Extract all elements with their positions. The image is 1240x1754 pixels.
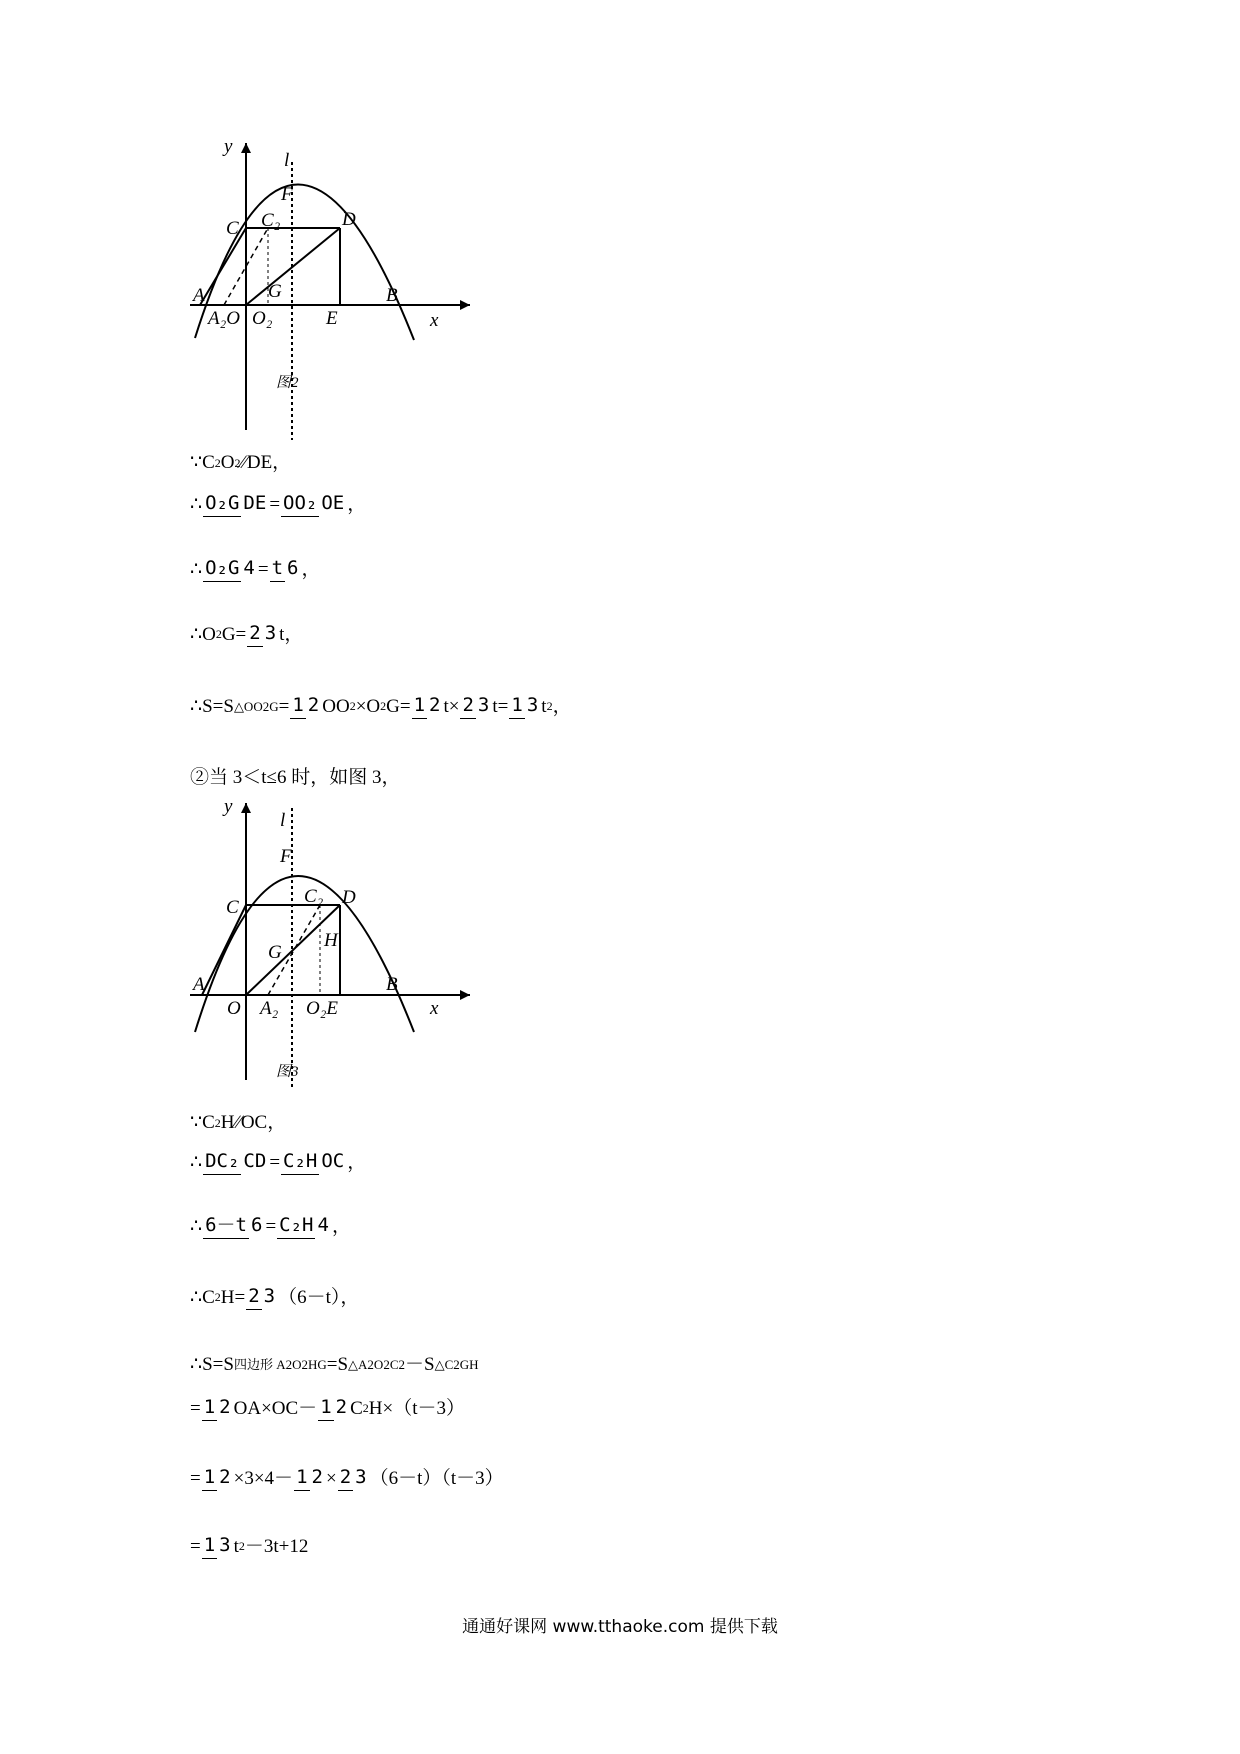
fig2-label-A2O: A₂O [208,308,240,329]
line-12: = 1 2 OA×OC－ 1 2 C 2 H×（t－3） [190,1396,465,1419]
fig2-label-G: G [268,281,282,302]
figure-3 [190,800,490,1095]
line-11: ∴S=S 四边形 A2O2HG =S △A2O2C2 －S △C2GH [190,1354,479,1375]
fig3-caption: 图3 [276,1064,299,1080]
fig3-label-O2E: O₂E [306,998,338,1019]
fig3-label-G: G [268,942,282,963]
fraction: t 6 [270,557,301,582]
fraction: 1 3 [202,1534,233,1559]
fraction: 2 3 [460,694,491,719]
fraction: 1 2 [202,1466,233,1491]
fig3-label-C2: C₂ [304,886,324,907]
fraction: 1 2 [318,1396,349,1421]
fig2-label-D: D [342,209,356,230]
fig2-label-C: C [226,218,239,239]
fig3-label-l: l [280,810,286,831]
fraction: O₂G DE [203,492,268,517]
fig3-label-A2: A₂ [260,998,279,1019]
fig3-label-H: H [324,930,338,951]
fig3-label-O: O [227,998,241,1019]
fraction: 1 2 [202,1396,233,1421]
fig2-label-E: E [326,308,338,329]
fraction: 1 2 [294,1466,325,1491]
fig2-label-l: l [284,150,290,171]
figure-3-graph [190,800,490,1095]
figure-2-graph [190,140,490,440]
line-3: ∴ O₂G 4 = t 6 ， [190,557,321,580]
fraction: 2 3 [247,622,278,647]
fraction: O₂G 4 [203,557,257,582]
line-7: ∵C 2 H∕∕OC， [190,1112,287,1133]
fig2-caption: 图2 [276,375,299,391]
line-8: ∴ DC₂ CD = C₂H OC ， [190,1150,367,1173]
fig2-label-x: x [430,310,439,331]
fraction: 1 2 [412,694,443,719]
line-2: ∴ O₂G DE = OO₂ OE ， [190,492,367,515]
fraction: C₂H OC [281,1150,346,1175]
fig3-label-B: B [386,974,398,995]
fig3-label-y: y [224,800,233,817]
fraction: DC₂ CD [203,1150,268,1175]
fig2-label-y: y [224,140,233,157]
fig3-label-D: D [342,887,356,908]
line-14: = 1 3 t 2 －3t+12 [190,1534,309,1557]
footer-source: 通通好课网 www.tthaoke.com 提供下载 [462,1617,778,1637]
line-4: ∴O 2 G= 2 3 t， [190,622,304,645]
fig3-label-C: C [226,897,239,918]
line-9: ∴ 6－t 6 = C₂H 4 ， [190,1214,351,1237]
fig3-label-A: A [193,974,205,995]
fig2-label-O2: O₂ [252,308,273,329]
fig2-label-F: F [281,184,293,205]
fig2-label-B: B [386,285,398,306]
line-1: ∵C 2 O 2 ∕∕DE， [190,452,292,473]
line-5: ∴S=S △OO2G = 1 2 OO 2 ×O 2 G= 1 2 t× 2 3 t= 1 3 t 2 ， [190,694,572,717]
fig2-label-C2: C₂ [261,210,281,231]
fig3-label-x: x [430,998,439,1019]
line-10: ∴C 2 H= 2 3 （6－t）， [190,1285,360,1308]
fraction: 2 3 [338,1466,369,1491]
fraction: C₂H 4 [277,1214,331,1239]
fig3-label-F: F [280,846,292,867]
fraction: 6－t 6 [203,1214,264,1239]
line-13: = 1 2 ×3×4－ 1 2 × 2 3 （6－t）（t－3） [190,1466,504,1489]
fraction: 1 2 [290,694,321,719]
fraction: 1 3 [509,694,540,719]
figure-2 [190,140,490,440]
fraction: 2 3 [246,1285,277,1310]
fig2-label-A: A [193,285,205,306]
line-6: ②当 3＜t≤6 时，如图 3， [190,767,401,788]
fraction: OO₂ OE [281,492,346,517]
